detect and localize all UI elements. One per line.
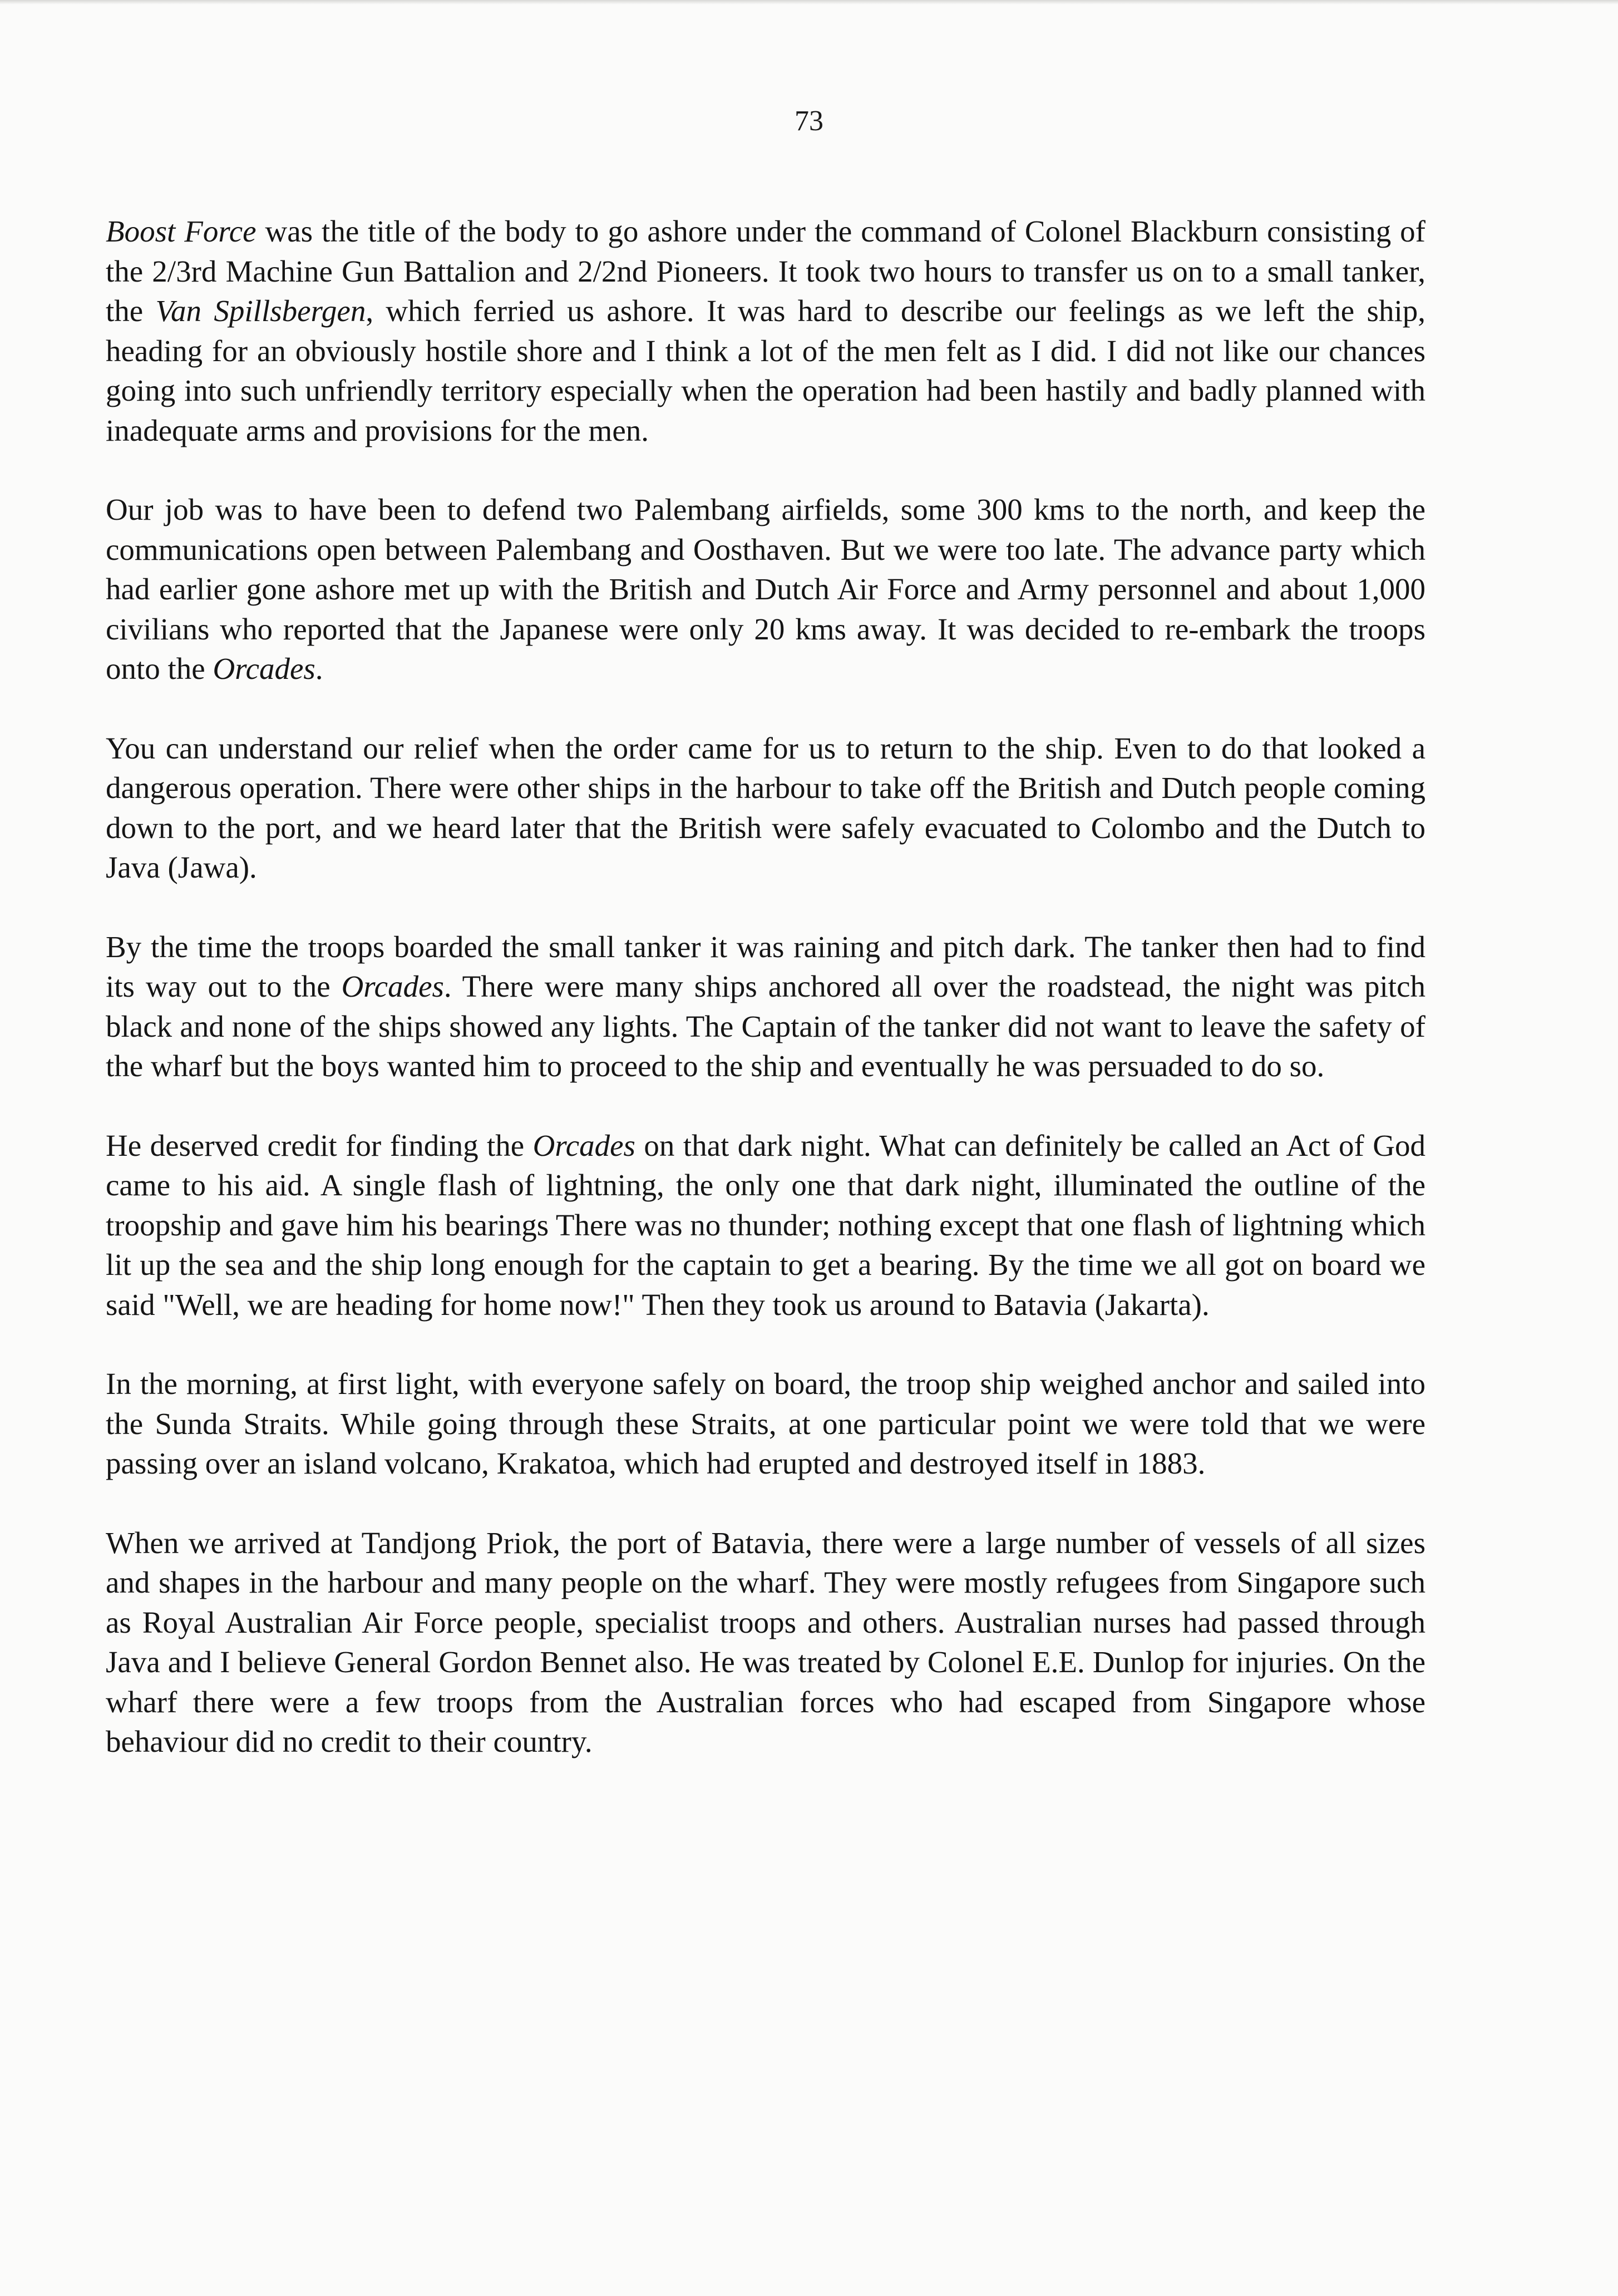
italic-text: Boost Force <box>106 214 256 248</box>
page-number: 73 <box>795 105 823 137</box>
text-run: In the morning, at first light, with everyone safely on board, the troop ship weighed anchor and sailed into the Sunda Straits. While going through these Straits, at one particular point we were told that we were passing over an island volcano, Krakatoa, which had erupted and destroyed itself in 1883. <box>106 1367 1425 1480</box>
text-run: You can understand our relief when the order came for us to return to the ship. Even to do that looked a dangerous operation. There were other ships in the harbour to take off the British and Dutch people coming down to the port, and we heard later that the British were safely evacuated to Colombo and the Dutch to Java (Jawa). <box>106 731 1425 884</box>
paragraph-5 <box>106 1126 1425 1325</box>
text-run: Our job was to have been to defend two Palembang airfields, some 300 kms to the north, and keep the communications open between Palembang and Oosthaven. But we were too late. The advance party which had earlier gone ashore met up with the British and Dutch Air Force and Army personnel and about 1,000 civilians who reported that the Japanese were only 20 kms away. It was decided to re-embark the troops onto the <box>106 492 1425 686</box>
body-text <box>106 211 1425 1801</box>
paragraph-3 <box>106 728 1425 888</box>
text-run: When we arrived at Tandjong Priok, the port of Batavia, there were a large number of vessels of all sizes and shapes in the harbour and many people on the wharf. They were mostly refugees from Singapore such as Royal Australian Air Force people, specialist troops and others. Australian nurses had passed through Java and I believe General Gordon Bennet also. He was treated by Colonel E.E. Dunlop for injuries. On the wharf there were a few troops from the Australian forces who had escaped from Singapore whose behaviour did no credit to their country. <box>106 1525 1425 1758</box>
text-run: . There were many ships anchored all over the roadstead, the night was pitch black and none of the ships showed any lights. The Captain of the tanker did not want to leave the safety of the wharf but the boys wanted him to proceed to the ship and eventually he was persuaded to do so. <box>106 969 1425 1083</box>
text-run: By the time the troops boarded the small tanker it was raining and pitch dark. The tanker then had to find its way out to the <box>106 929 1425 1003</box>
paragraph-1 <box>106 211 1425 450</box>
text-run: was the title of the body to go ashore under the command of Colonel Blackburn consisting of the 2/3rd Machine Gun Battalion and 2/2nd Pioneers. It took two hours to transfer us on to a small tanker, the <box>106 214 1425 328</box>
text-run: on that dark night. What can definitely be called an Act of God came to his aid. A single flash of lightning, the only one that dark night, illuminated the outline of the troopship and gave him his bearings There was no thunder; nothing except that one flash of lightning which lit up the sea and the ship long enough for the captain to get a bearing. By the time we all got on board we said "Well, we are heading for home now!" Then they took us around to Batavia (Jakarta). <box>106 1128 1425 1322</box>
italic-text: Van Spillsbergen <box>155 294 366 328</box>
paragraph-2 <box>106 490 1425 689</box>
text-run: . <box>315 652 323 686</box>
text-run: He deserved credit for finding the <box>106 1128 533 1162</box>
text-run: , which ferried us ashore. It was hard to describe our feelings as we left the ship, heading for an obviously hostile shore and I think a lot of the men felt as I did. I did not like our chances going into such unfriendly territory especially when the operation had been hastily and badly planned with inadequate arms and provisions for the men. <box>106 294 1425 447</box>
paragraph-7 <box>106 1523 1425 1762</box>
scan-top-edge <box>0 0 1618 4</box>
paragraph-6 <box>106 1364 1425 1484</box>
italic-text: Orcades <box>341 969 444 1003</box>
italic-text: Orcades <box>532 1128 635 1162</box>
italic-text: Orcades <box>213 652 315 686</box>
paragraph-4 <box>106 927 1425 1086</box>
